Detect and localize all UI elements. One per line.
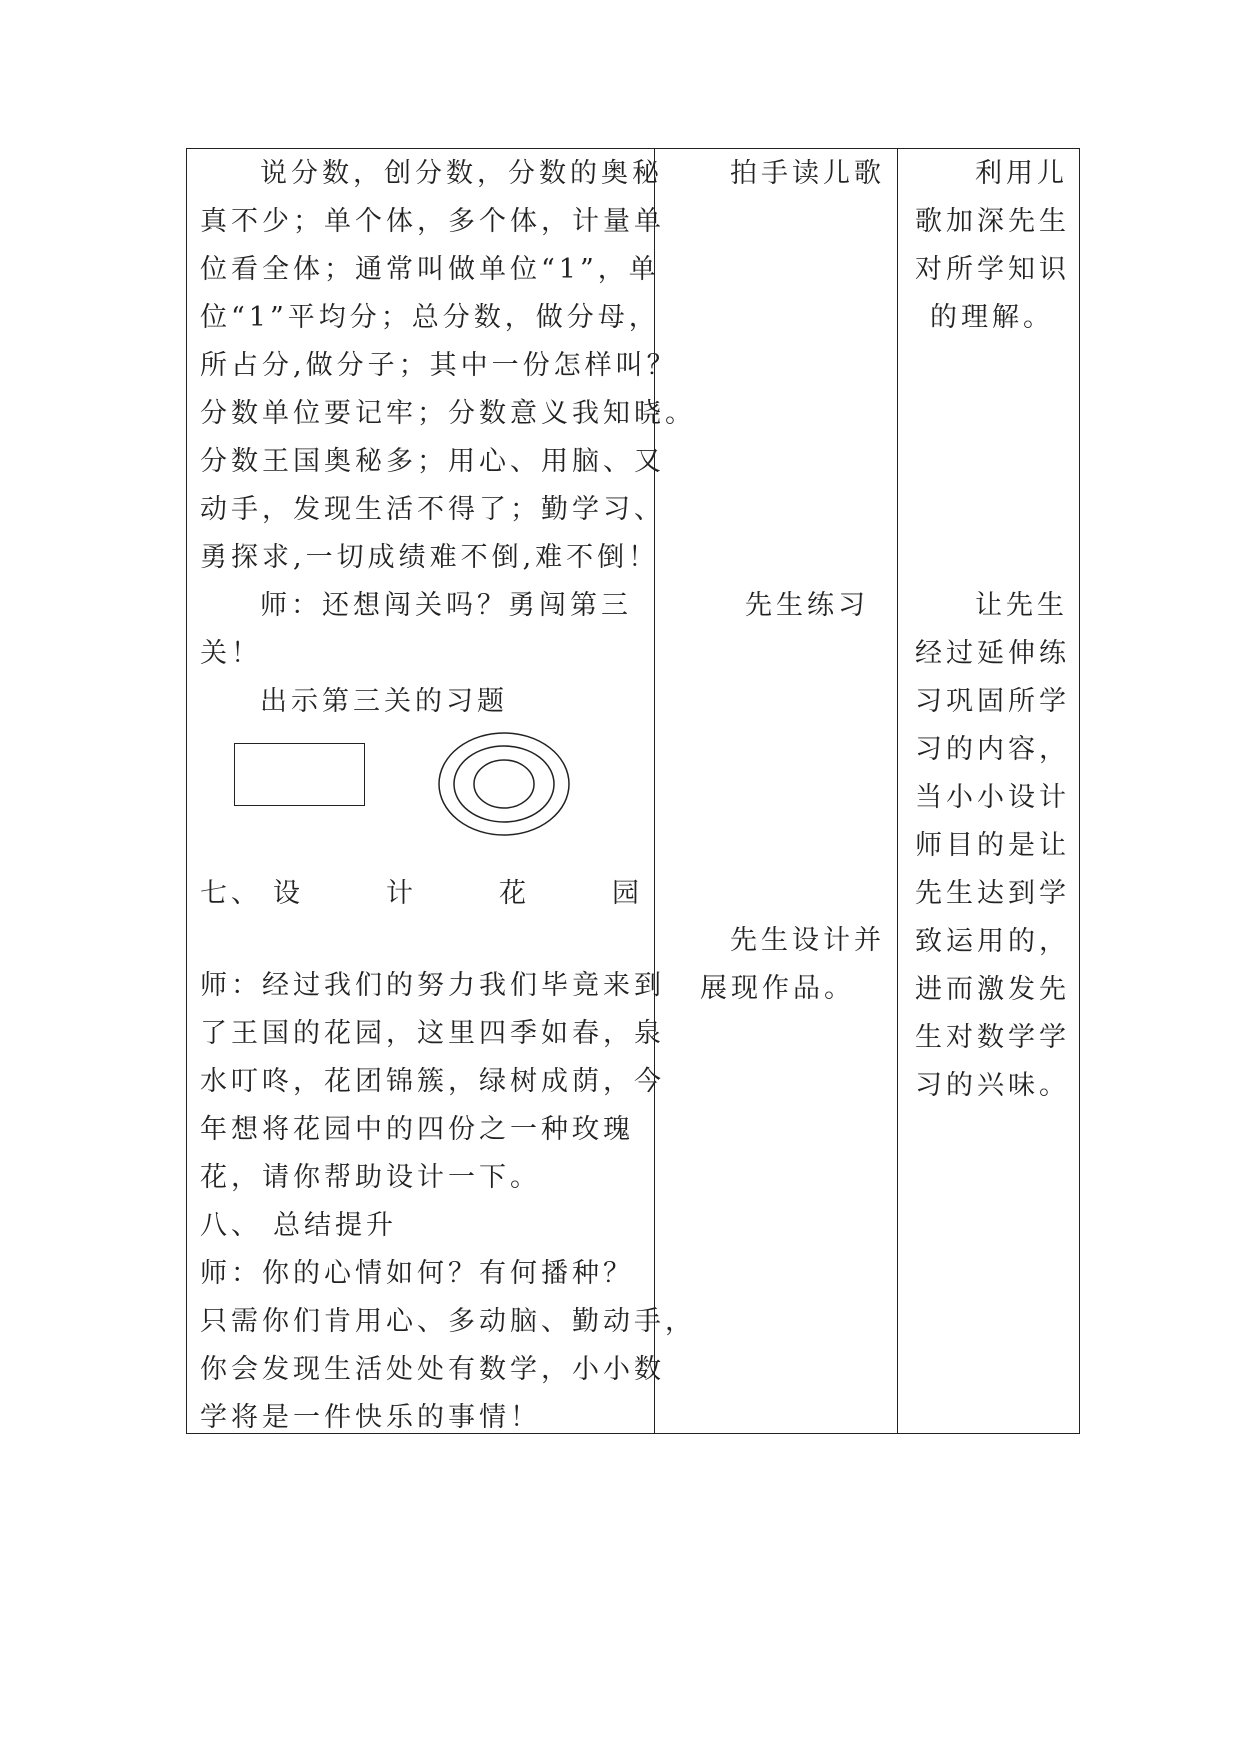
teacher-line: 出示第三关的习题 [260, 686, 508, 717]
intent-line: 当小小设计 [915, 782, 1070, 813]
intent-line: 对所学知识 [915, 254, 1070, 285]
song-line: 分数单位要记牢；分数意义我知晓。 [200, 398, 696, 429]
song-line: 位“1”平均分；总分数，做分母， [200, 302, 660, 333]
section-title: 总结提升 [273, 1210, 397, 1241]
student-activity: 先生练习 [745, 590, 869, 621]
intent-line: 师目的是让 [915, 830, 1070, 861]
closing-line: 你会发现生活处处有数学，小小数 [200, 1354, 665, 1385]
concentric-ellipses-figure [436, 730, 572, 838]
song-line: 勇探求,一切成绩难不倒,难不倒！ [200, 542, 660, 573]
intent-line: 致运用的， [915, 926, 1070, 957]
intent-line: 歌加深先生 [915, 206, 1070, 237]
song-line: 所占分,做分子；其中一份怎样叫？ [200, 350, 678, 381]
intent-line: 生对数学学 [915, 1022, 1070, 1053]
section-title-char: 花 [499, 878, 530, 909]
intent-line: 习的兴味。 [915, 1070, 1070, 1101]
intent-line: 让先生 [975, 590, 1068, 621]
section-number: 八、 [200, 1210, 262, 1241]
student-activity: 拍手读儿歌 [730, 158, 885, 189]
teacher-line: 关！ [200, 638, 262, 669]
garden-line: 年想将花园中的四份之一种玫瑰 [200, 1114, 634, 1145]
song-line: 位看全体；通常叫做单位“1”，单 [200, 254, 660, 285]
intent-line: 习巩固所学 [915, 686, 1070, 717]
section-title-char: 园 [612, 878, 643, 909]
section-title-char: 计 [386, 878, 417, 909]
closing-line: 师：你的心情如何？有何播种？ [200, 1258, 634, 1289]
rectangle-figure [234, 743, 365, 806]
closing-line: 学将是一件快乐的事情！ [200, 1402, 541, 1433]
teacher-line: 师：还想闯关吗？勇闯第三 [260, 590, 632, 621]
song-line: 分数王国奥秘多；用心、用脑、又 [200, 446, 665, 477]
intent-line: 经过延伸练 [915, 638, 1070, 669]
intent-line: 利用儿 [975, 158, 1068, 189]
garden-line: 花，请你帮助设计一下。 [200, 1162, 541, 1193]
closing-line: 只需你们肯用心、多动脑、勤动手， [200, 1306, 696, 1337]
garden-line: 了王国的花园，这里四季如春，泉 [200, 1018, 665, 1049]
garden-line: 水叮咚，花团锦簇，绿树成荫，今 [200, 1066, 665, 1097]
song-line: 真不少；单个体，多个体，计量单 [200, 206, 665, 237]
student-activity-line: 先生设计并 [730, 925, 885, 956]
section-title-char: 设 [273, 878, 304, 909]
student-activity-line: 展现作品。 [700, 973, 855, 1004]
intent-line: 先生达到学 [915, 878, 1070, 909]
song-line: 说分数，创分数，分数的奥秘 [260, 158, 663, 189]
intent-line: 进而激发先 [915, 974, 1070, 1005]
intent-line: 的理解。 [930, 302, 1054, 333]
garden-line: 师：经过我们的努力我们毕竟来到 [200, 970, 665, 1001]
intent-line: 习的内容， [915, 734, 1070, 765]
song-line: 动手，发现生活不得了；勤学习、 [200, 494, 665, 525]
column-divider-2 [897, 149, 898, 1433]
section-number: 七、 [200, 878, 262, 909]
